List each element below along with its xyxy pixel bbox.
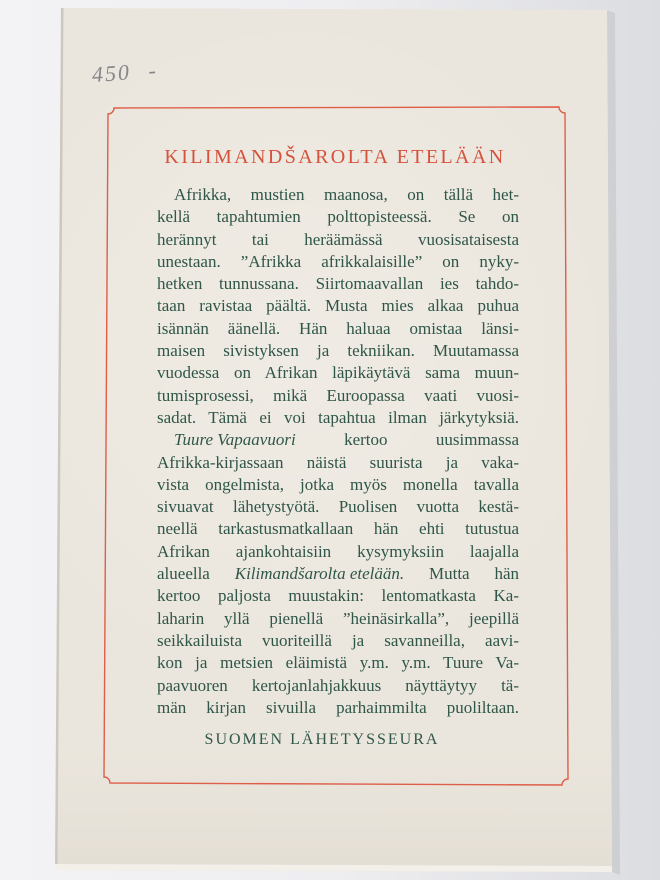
text-line: vista ongelmista, jotka myös monella tavalla: [157, 474, 519, 494]
text-line: [157, 563, 519, 585]
text-segment: kertoo uusimmassa: [344, 430, 519, 450]
text-line: laharin yllä pienellä ”heinäsirkalla”, jeepillä: [157, 608, 519, 628]
text-line: vuodessa on Afrikan läpikäytävä sama muun-: [157, 363, 519, 383]
text-line: kellä tapahtumien polttopisteessä. Se on: [157, 207, 519, 227]
book-title: KILIMANDŠAROLTA ETELÄÄN: [164, 146, 506, 168]
handwritten-pencil-note: 450 -: [91, 57, 159, 87]
text-line: [157, 429, 519, 451]
text-segment: Mutta hän: [428, 564, 520, 584]
blurb-paragraph-2: [157, 429, 519, 719]
book-title-reference: Kilimandšarolta etelään.: [234, 564, 405, 584]
text-line: tumisprosessi, mikä Euroopassa vaati vuosi-: [157, 385, 519, 405]
text-line: isännän äänellä. Hän haluaa omistaa länsi-: [157, 318, 519, 338]
text-line: neellä tarkastusmatkallaan hän ehti tutustua: [157, 519, 519, 539]
text-line: taan ravistaa päältä. Musta mies alkaa puhua: [157, 296, 519, 316]
text-line: Afrikka-kirjassaan näistä suurista ja vaka-: [157, 452, 519, 472]
text-line: unestaan. ”Afrikka afrikkalaisille” on nyky-: [157, 251, 519, 271]
text-line: män kirjan sivuilla parhaimmilta puoliltaan.: [157, 697, 519, 717]
blurb-text: [157, 184, 519, 719]
text-line: seikkailuista vuoriteillä ja savanneilla, aavi-: [157, 630, 519, 650]
text-line: maisen sivistyksen ja tekniikan. Muutamassa: [157, 341, 519, 361]
text-line: paavuoren kertojanlahjakkuus näyttäytyy tä-: [157, 675, 519, 695]
text-line: sivuavat lähetystyötä. Puolisen vuotta kestä-: [157, 497, 519, 517]
text-line: sadat. Tämä ei voi tapahtua ilman järkytyksiä.: [157, 407, 519, 427]
blurb-paragraph-1: [157, 184, 519, 429]
text-line: hetken tunnussana. Siirtomaavallan ies tahdo-: [157, 274, 519, 294]
text-line: Afrikan ajankohtaisiin kysymyksiin laajalla: [157, 541, 519, 561]
text-segment: alueella: [157, 564, 210, 584]
text-line: Afrikka, mustien maanosa, on tällä het-: [174, 185, 519, 204]
text-line: kon ja metsien eläimistä y.m. y.m. Tuure Va-: [157, 653, 519, 673]
text-line: herännyt tai heräämässä vuosisataisesta: [157, 229, 519, 249]
publisher-name: SUOMEN LÄHETYSSEURA: [204, 731, 440, 748]
author-name: Tuure Vapaavuori: [174, 430, 296, 450]
text-line: kertoo paljosta muustakin: lentomatkasta Ka-: [157, 586, 519, 606]
